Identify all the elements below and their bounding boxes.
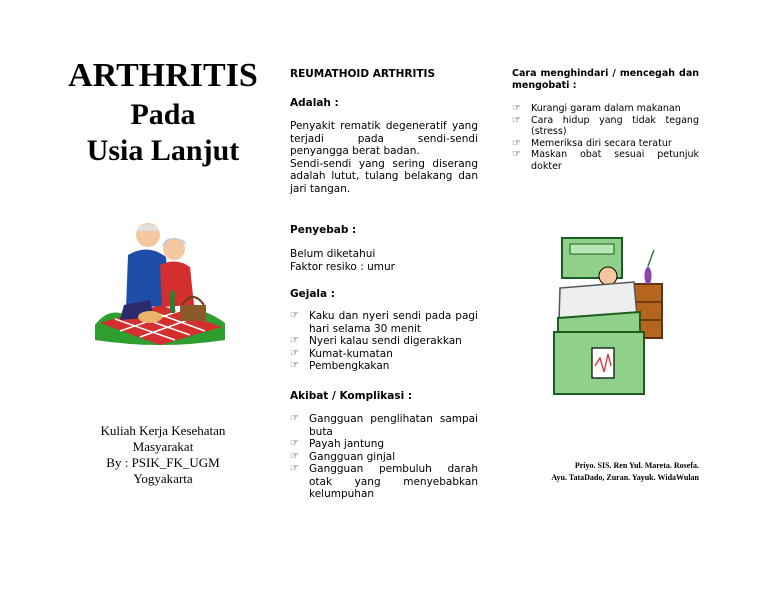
adalah-label: Adalah : bbox=[290, 97, 339, 109]
credits bbox=[60, 423, 266, 487]
cara-list bbox=[512, 103, 699, 172]
pointing-hand-icon: ☞ bbox=[290, 310, 299, 321]
pointing-hand-icon: ☞ bbox=[290, 360, 299, 371]
list-item: ☞ Gangguan penglihatan sampai buta bbox=[290, 413, 478, 438]
list-item: ☞ Cara hidup yang tidak tegang (stress) bbox=[512, 114, 699, 137]
authors-line-1: Priyo. SIS. Ren Yul. Mareta. Rosefa. bbox=[574, 461, 699, 470]
heading-cara-menghindari: Cara menghindari / mencegah dan mengobati : bbox=[512, 68, 699, 91]
pointing-hand-icon: ☞ bbox=[290, 413, 299, 424]
title-usia-lanjut: Usia Lanjut bbox=[86, 134, 240, 167]
pointing-hand-icon: ☞ bbox=[290, 335, 299, 346]
adalah-text bbox=[290, 120, 478, 195]
authors-line-2: Ayu. TataDado, Zuran. Yayuk. WidaWulan bbox=[551, 473, 699, 482]
credit-line-4: Yogyakarta bbox=[133, 471, 193, 486]
penyebab-line-1: Belum diketahui bbox=[290, 248, 376, 260]
penyebab-text bbox=[290, 248, 478, 273]
credit-line-1: Kuliah Kerja Kesehatan bbox=[100, 423, 226, 438]
list-item: ☞ Kaku dan nyeri sendi pada pagi hari selama 30 menit bbox=[290, 310, 478, 335]
list-item: ☞ Kurangi garam dalam makanan bbox=[512, 103, 681, 114]
adalah-text-2: Sendi-sendi yang sering diserang adalah lutut, tulang belakang dan jari tangan. bbox=[290, 157, 478, 195]
credit-line-2: Masyarakat bbox=[132, 439, 194, 454]
authors bbox=[512, 460, 699, 484]
list-item: ☞ Gangguan ginjal bbox=[290, 450, 396, 463]
list-item: ☞ Memeriksa diri secara teratur bbox=[512, 137, 672, 149]
patient-in-hospital-bed-illustration bbox=[550, 232, 670, 402]
list-item: ☞ Pembengkakan bbox=[290, 360, 390, 372]
pointing-hand-icon: ☞ bbox=[512, 103, 521, 114]
list-item: ☞ Nyeri kalau sendi digerakkan bbox=[290, 335, 462, 347]
pointing-hand-icon: ☞ bbox=[512, 114, 521, 126]
gejala-list bbox=[290, 310, 478, 373]
heading-reumathoid: REUMATHOID ARTHRITIS bbox=[290, 68, 436, 80]
penyebab-line-2: Faktor resiko : umur bbox=[290, 260, 395, 273]
pointing-hand-icon: ☞ bbox=[512, 149, 521, 160]
pointing-hand-icon: ☞ bbox=[290, 438, 299, 449]
penyebab-label: Penyebab : bbox=[290, 224, 357, 236]
list-item: ☞ Maskan obat sesuai petunjuk dokter bbox=[512, 149, 699, 172]
gejala-label: Gejala : bbox=[290, 288, 335, 300]
pointing-hand-icon: ☞ bbox=[512, 137, 521, 149]
credit-line-3: By : PSIK_FK_UGM bbox=[106, 455, 220, 470]
list-item: ☞ Payah jantung bbox=[290, 438, 385, 450]
list-item: ☞ Kumat-kumatan bbox=[290, 347, 393, 360]
title-arthritis: ARTHRITIS bbox=[68, 57, 258, 94]
pointing-hand-icon: ☞ bbox=[290, 450, 299, 462]
list-item: ☞ Gangguan pembuluh darah otak yang menyebabkan kelumpuhan bbox=[290, 463, 478, 500]
akibat-label: Akibat / Komplikasi : bbox=[290, 390, 413, 402]
pointing-hand-icon: ☞ bbox=[290, 463, 299, 474]
pointing-hand-icon: ☞ bbox=[290, 347, 299, 359]
elderly-couple-picnic-illustration bbox=[90, 205, 230, 350]
title-pada: Pada bbox=[130, 98, 196, 131]
adalah-text-1: Penyakit rematik degeneratif yang terjadi pada sendi-sendi penyangga berat badan. bbox=[290, 120, 478, 157]
akibat-list bbox=[290, 413, 478, 501]
